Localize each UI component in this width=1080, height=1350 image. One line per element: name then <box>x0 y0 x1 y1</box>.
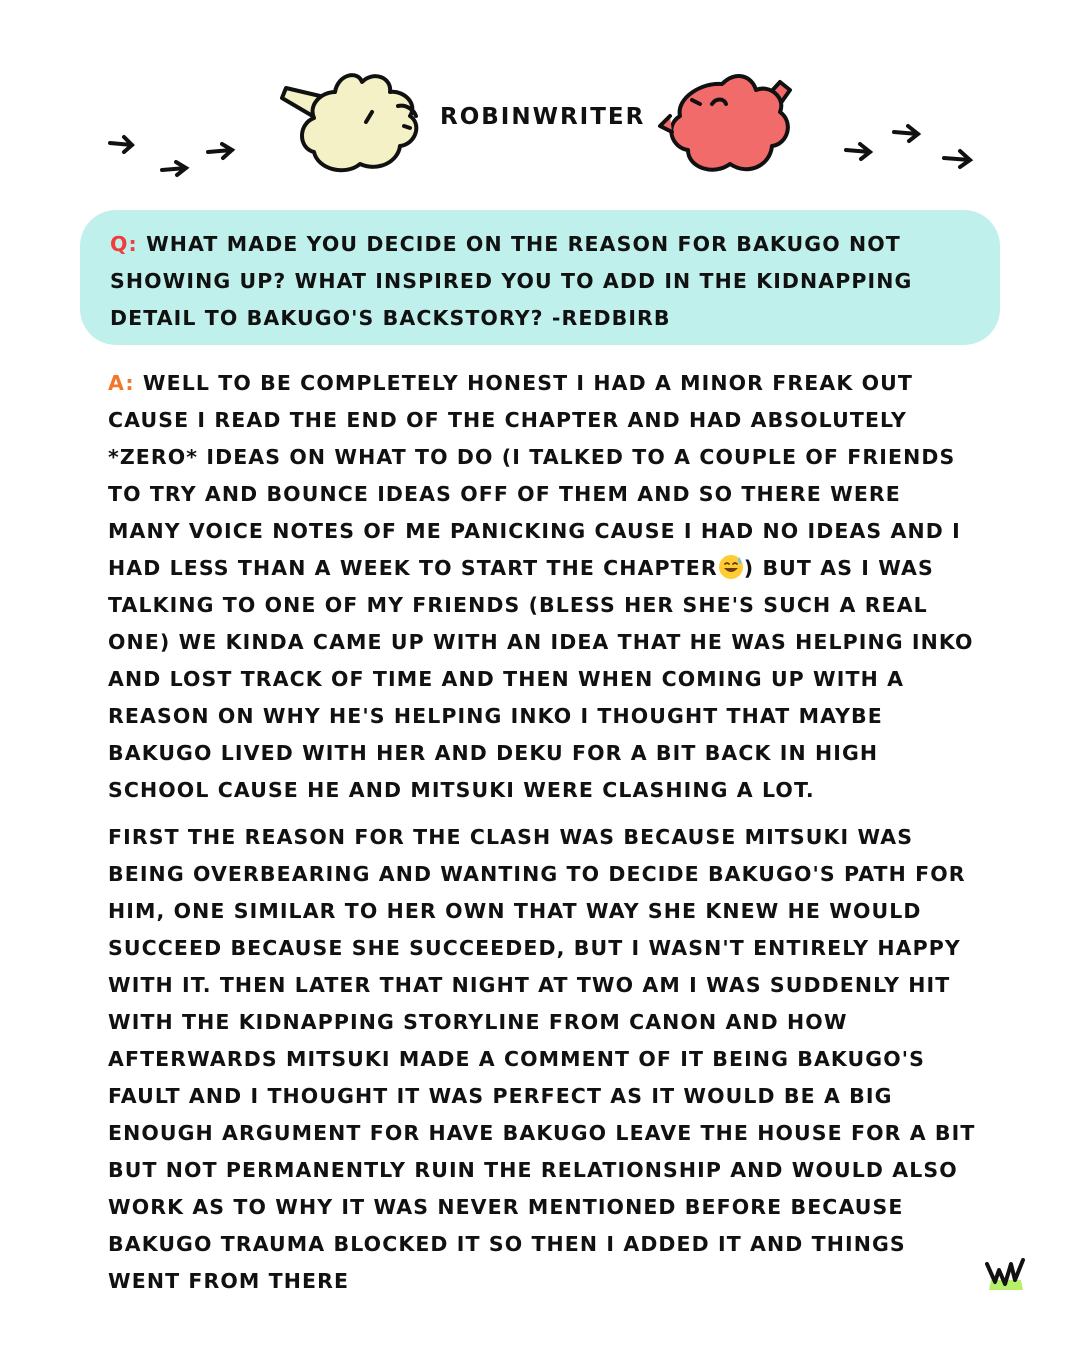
sweat-smile-emoji-icon <box>718 554 744 580</box>
answer-block <box>108 365 978 1310</box>
crown-logo-icon <box>983 1250 1027 1294</box>
question-box <box>80 210 1000 345</box>
question-marker: Q: <box>110 232 138 256</box>
author-name: ROBINWRITER <box>440 104 646 130</box>
yellow-bird-icon <box>282 75 416 170</box>
question-body: WHAT MADE YOU DECIDE ON THE REASON FOR BAKUGO NOT SHOWING UP? WHAT INSPIRED YOU TO ADD IN THE KIDNAPPING DETAIL TO BAKUGO'S BACKSTORY? -REDBIRB <box>110 232 913 330</box>
answer-paragraph-2: FIRST THE REASON FOR THE CLASH WAS BECAUSE MITSUKI WAS BEING OVERBEARING AND WANTING TO DECIDE BAKUGO'S PATH FOR HIM, ONE SIMILAR TO HER OWN THAT WAY SHE KNEW HE WOULD SUCCEED BECAUSE SHE SUCCEEDED, BUT I WASN'T ENTIRELY HAPPY WITH IT. THEN LATER THAT NIGHT AT TWO AM I WAS SUDDENLY HIT WITH THE KIDNAPPING STORYLINE FROM CANON AND HOW AFTERWARDS MITSUKI MADE A COMMENT OF IT BEING BAKUGO'S FAULT AND I THOUGHT IT WAS PERFECT AS IT WOULD BE A BIG ENOUGH ARGUMENT FOR HAVE BAKUGO LEAVE THE HOUSE FOR A BIT BUT NOT PERMANENTLY RUIN THE RELATIONSHIP AND WOULD ALSO WORK AS TO WHY IT WAS NEVER MENTIONED BEFORE BECAUSE BAKUGO TRAUMA BLOCKED IT SO THEN I ADDED IT AND THINGS WENT FROM THERE <box>108 825 976 1293</box>
question-text <box>110 226 970 337</box>
answer-paragraph-1-text: WELL TO BE COMPLETELY HONEST I HAD A MINOR FREAK OUT CAUSE I READ THE END OF THE CHAPTER AND HAD ABSOLUTELY *ZERO* IDEAS ON WHAT TO DO (I TALKED TO A COUPLE OF FRIENDS TO TRY AND BOUNCE IDEAS OFF OF THEM AND SO THERE WERE MANY VOICE NOTES OF ME PANICKING CAUSE I HAD NO IDEAS AND I HAD LESS THAN A WEEK TO START THE CHAPTER <box>108 371 961 580</box>
red-bird-icon <box>660 76 790 170</box>
answer-paragraph-1 <box>108 365 978 809</box>
answer-marker: A: <box>108 371 135 395</box>
bird-footprint-icon <box>846 126 970 167</box>
header <box>0 0 1080 200</box>
header-illustration <box>0 0 1080 200</box>
bird-footprint-icon <box>110 137 232 175</box>
answer-paragraph-1-continued: ) BUT AS I WAS TALKING TO ONE OF MY FRIENDS (BLESS HER SHE'S SUCH A REAL ONE) WE KINDA CAME UP WITH AN IDEA THAT HE WAS HELPING INKO AND LOST TRACK OF TIME AND THEN WHEN COMING UP WITH A REASON ON WHY HE'S HELPING INKO I THOUGHT THAT MAYBE BAKUGO LIVED WITH HER AND DEKU FOR A BIT BACK IN HIGH SCHOOL CAUSE HE AND MITSUKI WERE CLASHING A LOT. <box>108 556 974 802</box>
